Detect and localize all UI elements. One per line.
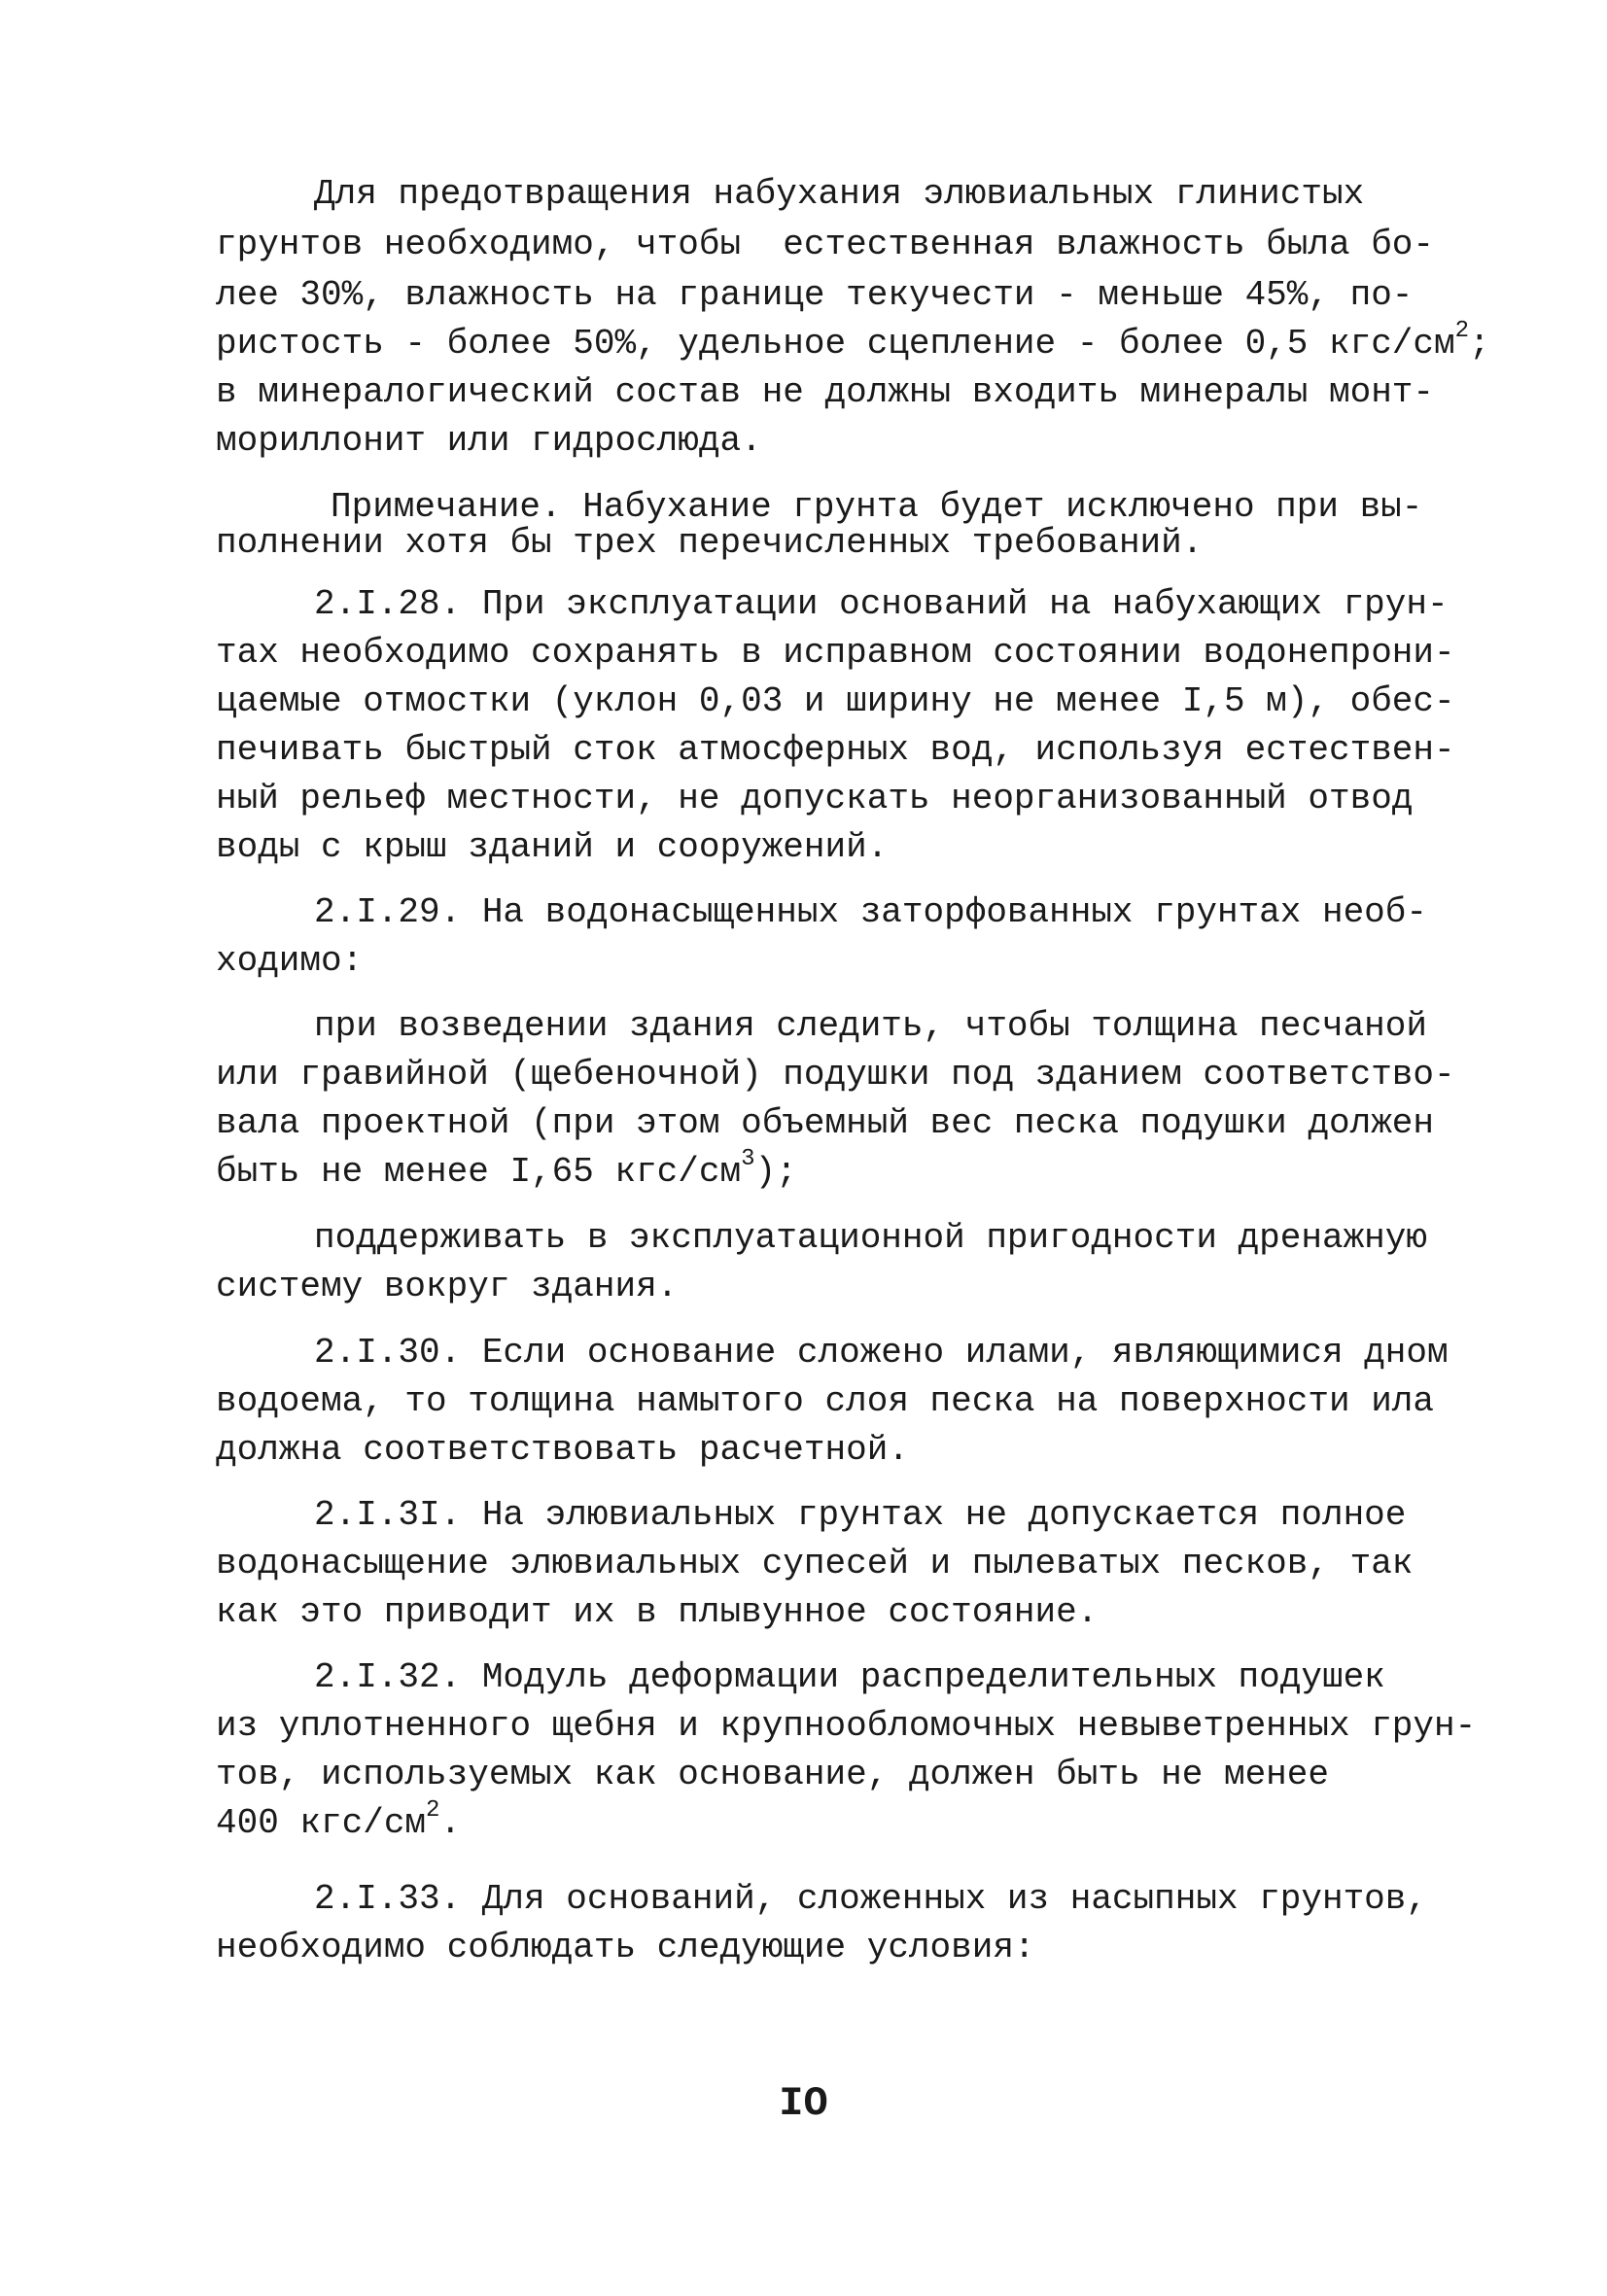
superscript: 3: [741, 1146, 755, 1172]
text-line: 2.I.30. Если основание сложено илами, являющимися дном: [314, 1333, 1449, 1373]
text-line: воды с крыш зданий и сооружений.: [216, 827, 889, 867]
text-line: 2.I.3I. На элювиальных грунтах не допускается полное: [314, 1495, 1407, 1535]
text-line: вала проектной (при этом объемный вес песка подушки должен: [216, 1103, 1435, 1143]
text-segment: );: [754, 1152, 797, 1192]
text-line: систему вокруг здания.: [216, 1267, 679, 1306]
text-line: [216, 318, 1490, 367]
text-line: ходимо:: [216, 941, 364, 981]
page-number: IO: [779, 2080, 828, 2127]
text-line: в минералогический состав не должны входить минералы монт-: [216, 372, 1435, 412]
text-line: как это приводит их в плывунное состояние.: [216, 1592, 1099, 1632]
text-segment: .: [439, 1803, 462, 1843]
text-line: 2.I.28. При эксплуатации оснований на набухающих грун-: [314, 584, 1449, 624]
text-line: [216, 1797, 462, 1847]
text-segment: быть не менее I,65 кгс/см: [216, 1152, 742, 1192]
text-line: цаемые отмостки (уклон 0,03 и ширину не менее I,5 м), обес-: [216, 681, 1455, 721]
text-line: тах необходимо сохранять в исправном состоянии водонепрони-: [216, 633, 1455, 673]
text-line: 2.I.29. На водонасыщенных заторфованных грунтах необ-: [314, 892, 1427, 932]
superscript: 2: [426, 1797, 440, 1824]
text-line: при возведении здания следить, чтобы толщина песчаной: [314, 1006, 1427, 1046]
text-line: Примечание. Набухание грунта будет исключено при вы-: [331, 487, 1423, 527]
text-line: необходимо соблюдать следующие условия:: [216, 1928, 1035, 1967]
text-line: водонасыщение элювиальных супесей и пылеватых песков, так: [216, 1544, 1414, 1583]
text-line: печивать быстрый сток атмосферных вод, используя естествен-: [216, 730, 1455, 770]
text-segment: ;: [1469, 324, 1490, 364]
text-line: Для предотвращения набухания элювиальных глинистых: [314, 174, 1365, 214]
text-line: [216, 1146, 797, 1196]
text-line: тов, используемых как основание, должен быть не менее: [216, 1755, 1329, 1794]
text-line: или гравийной (щебеночной) подушки под зданием соответство-: [216, 1055, 1455, 1095]
text-line: должна соответствовать расчетной.: [216, 1430, 909, 1470]
text-line: поддерживать в эксплуатационной пригодности дренажную: [314, 1218, 1427, 1258]
text-segment: 400 кгс/см: [216, 1803, 427, 1843]
text-line: грунтов необходимо, чтобы естественная влажность была бо-: [216, 225, 1435, 264]
text-line: полнении хотя бы трех перечисленных требований.: [216, 523, 1204, 563]
text-line: 2.I.32. Модуль деформации распределительных подушек: [314, 1657, 1385, 1697]
text-line: мориллонит или гидрослюда.: [216, 421, 762, 461]
text-line: 2.I.33. Для оснований, сложенных из насыпных грунтов,: [314, 1879, 1427, 1919]
text-line: лее 30%, влажность на границе текучести - меньше 45%, по-: [216, 275, 1414, 315]
text-line: водоема, то толщина намытого слоя песка на поверхности ила: [216, 1381, 1435, 1421]
text-segment: ристость - более 50%, удельное сцепление - более 0,5 кгс/см: [216, 324, 1455, 364]
text-line: из уплотненного щебня и крупнообломочных невыветренных грун-: [216, 1706, 1477, 1746]
text-line: ный рельеф местности, не допускать неорганизованный отвод: [216, 779, 1414, 818]
superscript: 2: [1454, 318, 1470, 344]
